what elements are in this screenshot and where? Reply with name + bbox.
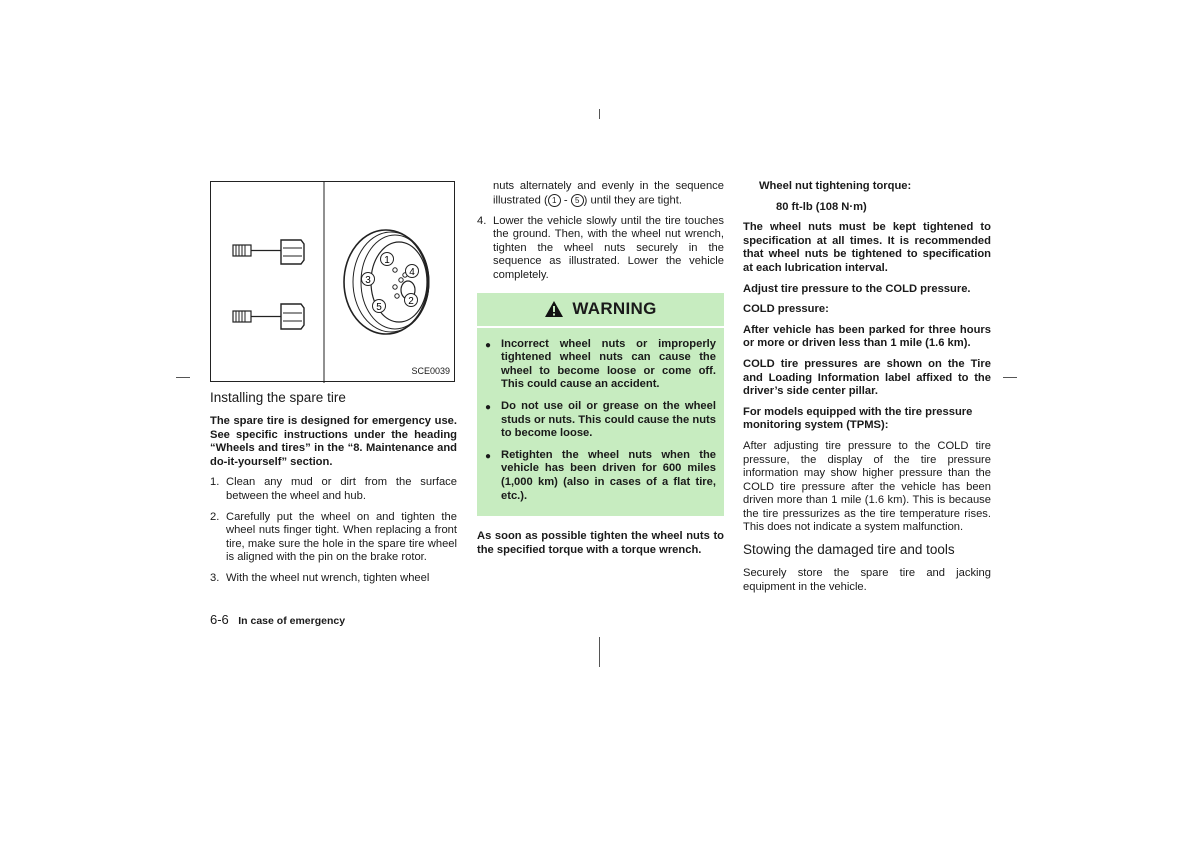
figure-code: SCE0039 — [411, 366, 450, 377]
paragraph: For models equipped with the tire pressure monitoring system (TPMS): — [743, 405, 973, 432]
paragraph: COLD tire pressures are shown on the Tire and Loading Information label affixed to the driver’s side center pillar. — [743, 357, 991, 398]
sequence-label: 3 — [365, 275, 371, 286]
sequence-label: 2 — [408, 296, 414, 307]
paragraph: Securely store the spare tire and jacking equipment in the vehicle. — [743, 567, 991, 593]
step-number: 3. — [210, 571, 220, 584]
paragraph: After vehicle has been parked for three hours or more or driven less than 1 mile (1.6 km). — [743, 323, 991, 350]
spare-tire-illustration — [210, 181, 455, 382]
step-text: Clean any mud or dirt from the surface between the wheel and hub. — [226, 476, 457, 502]
column-middle — [477, 180, 724, 564]
list-item: ● Retighten the wheel nuts when the vehicle has been driven for 600 miles (1,000 km) (also in cases of a flat tire, etc.). — [485, 448, 716, 502]
step-text: Lower the vehicle slowly until the tire touches the ground. Then, with the wheel nut wrench, tighten the wheel nuts securely in the sequence as illustrated. Lower the vehicle completely. — [493, 214, 724, 282]
intro-paragraph: The spare tire is designed for emergency use. See specific instructions under the heading “Wheels and tires” in the “8. Maintenance and do-it-yourself” section. — [210, 415, 457, 468]
registration-mark-right — [1003, 377, 1017, 378]
wheel-stud-and-nut-icon — [233, 304, 304, 329]
list-item: ● Do not use oil or grease on the wheel studs or nuts. This could cause the nuts to become loose. — [485, 399, 716, 440]
torque-value: 80 ft-lb (108 N·m) — [776, 200, 867, 213]
sequence-label: 5 — [376, 302, 382, 313]
page-footer — [210, 611, 345, 629]
warning-triangle-icon — [544, 300, 564, 318]
closing-paragraph: As soon as possible tighten the wheel nuts to the specified torque with a torque wrench. — [477, 530, 724, 556]
step-number: 1. — [210, 476, 220, 489]
list-item — [210, 511, 457, 565]
sequence-label: 1 — [548, 194, 561, 207]
sequence-label: 5 — [571, 194, 584, 207]
wheel-icon — [344, 230, 429, 334]
section-name: In case of emergency — [238, 615, 346, 627]
column-left — [210, 181, 457, 593]
list-item — [210, 572, 457, 586]
sequence-label: 1 — [384, 255, 390, 266]
list-item — [210, 476, 457, 503]
wheel-nut-diagram — [211, 182, 456, 383]
warning-box — [477, 328, 724, 517]
wheel-stud-and-nut-icon — [233, 240, 304, 264]
page-number: 6-6 — [210, 612, 229, 627]
list-item — [477, 215, 724, 283]
registration-mark-top — [599, 109, 600, 119]
sequence-label: 4 — [409, 267, 415, 278]
paragraph: COLD pressure: — [743, 303, 829, 316]
section-heading: Installing the spare tire — [210, 390, 346, 405]
section-heading: Stowing the damaged tire and tools — [743, 542, 955, 558]
bullet-icon: ● — [485, 450, 492, 462]
step-number: 4. — [477, 214, 487, 227]
paragraph: The wheel nuts must be kept tightened to specification at all times. It is recommended that wheel nuts be tightened to specification at each lubrication interval. — [743, 221, 991, 274]
bullet-icon: ● — [485, 401, 492, 413]
list-item: ● Incorrect wheel nuts or improperly tightened wheel nuts can cause the wheel to become loose or come off. This could cause an accident. — [485, 337, 716, 391]
step-3-continuation: nuts alternately and evenly in the sequence illustrated ( 1 - 5 ) until they are tight. — [493, 180, 724, 207]
step-number: 2. — [210, 510, 220, 523]
paragraph: After adjusting tire pressure to the COLD tire pressure, the display of the tire pressure information may show higher pressure than the COLD tire pressure after the vehicle has been driven more than 1 mile (1.6 km). This is because the tire pressurizes as the tire temperature rises. This does not indicate a system malfunction. — [743, 439, 991, 534]
step-text: With the wheel nut wrench, tighten wheel — [226, 571, 430, 584]
torque-label: Wheel nut tightening torque: — [759, 180, 912, 192]
step-text: Carefully put the wheel on and tighten the wheel nuts finger tight. When replacing a front tire, make sure the hole in the spare tire wheel is aligned with the pin on the brake rotor. — [226, 510, 457, 564]
column-right — [743, 180, 991, 601]
bullet-icon: ● — [485, 339, 492, 351]
registration-mark-bottom — [599, 637, 600, 667]
warning-header — [477, 293, 724, 326]
registration-mark-left — [176, 377, 190, 378]
paragraph: Adjust tire pressure to the COLD pressure. — [743, 282, 971, 295]
warning-title: WARNING — [572, 299, 657, 319]
